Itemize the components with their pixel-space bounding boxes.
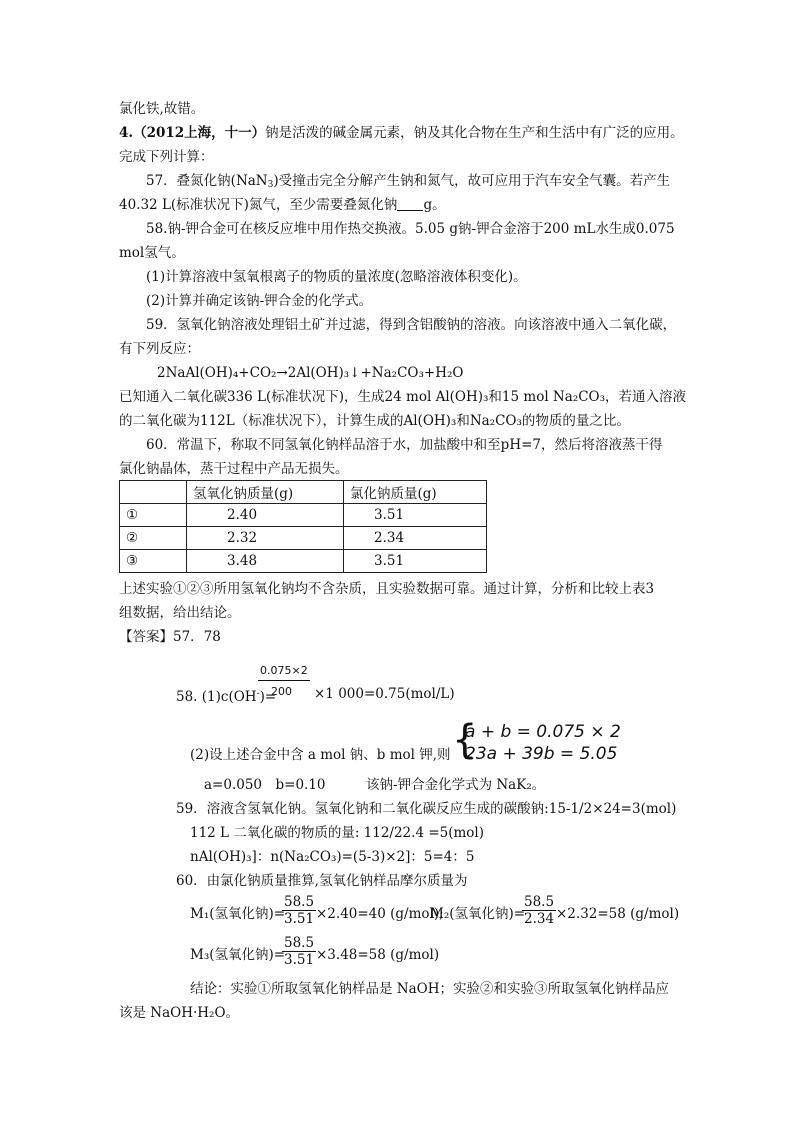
brace-icon: { — [452, 717, 478, 763]
a58-frac-den: 200 — [271, 685, 292, 698]
molar-mass-1-result: ×2.40=40 (g/mol); — [316, 906, 444, 922]
equation-2: 23a + 39b = 5.05 — [465, 744, 618, 764]
molar-mass-1: M₁(氢氧化钠)= — [190, 906, 286, 922]
question-59-cont: 有下列反应： — [119, 341, 200, 357]
answer-58-1-result: ×1 000=0.75(mol/L) — [314, 686, 455, 702]
fraction-1 — [282, 894, 316, 927]
table-row — [120, 504, 487, 527]
q57-text: 57．叠氮化钠(NaN — [146, 173, 268, 189]
problem-source: 4.（2012上海，十一） — [119, 125, 266, 141]
equation-1: a + b = 0.075 × 2 — [465, 722, 621, 742]
answer-header: 【答案】57．78 — [119, 629, 221, 645]
question-58-cont: mol氢气。 — [119, 245, 185, 261]
table-header — [120, 481, 187, 504]
table-cell: 3.51 — [344, 550, 487, 573]
fraction-bar — [258, 680, 310, 681]
table-cell: 2.40 — [187, 504, 344, 527]
q57-text: )受撞击完全分解产生钠和氮气，故可应用于汽车安全气囊。若产生 — [273, 173, 671, 189]
table-header-row — [120, 481, 487, 504]
a58-text: )= — [259, 689, 277, 705]
question-59-cont: 的二氧化碳为112L（标准状况下），计算生成的Al(OH)₃和Na₂CO₃的物质的量之比。 — [119, 413, 630, 429]
question-58-part2: (2)计算并确定该钠-钾合金的化学式。 — [146, 293, 373, 309]
fraction-2 — [522, 894, 556, 927]
table-header: 氢氧化钠质量(g) — [187, 481, 344, 504]
fraction-num: 58.5 — [284, 935, 315, 951]
question-59: 59．氢氧化钠溶液处理铝土矿并过滤，得到含铝酸钠的溶液。向该溶液中通入二氧化碳， — [146, 317, 677, 333]
fraction-den: 3.51 — [284, 952, 315, 968]
answer-59-3: nAl(OH)₃]：n(Na₂CO₃)=(5-3)×2]：5=4：5 — [190, 849, 475, 865]
data-table — [119, 480, 487, 573]
fraction-num: 58.5 — [284, 894, 315, 910]
problem-intro: 钠是活泼的碱金属元素，钠及其化合物在生产和生活中有广泛的应用。 — [265, 125, 684, 141]
question-57-cont — [119, 196, 446, 214]
fraction-den: 2.34 — [524, 911, 555, 927]
table-cell: ① — [120, 504, 187, 527]
q57-unit: g。 — [423, 197, 446, 213]
answer-58-3: a=0.050 b=0.10 该钠-钾合金化学式为 NaK₂。 — [204, 777, 546, 793]
text-line: 完成下列计算： — [119, 149, 214, 165]
answer-58-1 — [176, 685, 276, 706]
question-58-part1: (1)计算溶液中氢氧根离子的物质的量浓度(忽略溶液体积变化)。 — [146, 269, 527, 285]
equation-59: 2NaAl(OH)₄+CO₂→2Al(OH)₃↓+Na₂CO₃+H₂O — [157, 365, 464, 381]
molar-mass-3: M₃(氢氧化钠)= — [190, 947, 286, 963]
table-row — [120, 527, 487, 550]
answer-60-1: 60．由氯化钠质量推算,氢氧化钠样品摩尔质量为 — [176, 873, 468, 889]
answer-59-2: 112 L 二氧化碳的物质的量: 112/22.4 =5(mol) — [190, 825, 485, 841]
table-cell: ③ — [120, 550, 187, 573]
question-60: 60．常温下，称取不同氢氧化钠样品溶于水，加盐酸中和至pH=7，然后将溶液蒸干得 — [146, 437, 663, 453]
question-60-cont: 上述实验①②③所用氢氧化钠均不含杂质，且实验数据可靠。通过计算，分析和比较上表3 — [119, 581, 655, 597]
fraction-num: 58.5 — [524, 894, 555, 910]
answer-blank — [397, 198, 423, 211]
answer-59-1: 59．溶液含氢氧化钠。氢氧化钠和二氧化碳反应生成的碳酸钠:15-1/2×24=3(mol) — [176, 801, 677, 817]
molar-mass-2-result: ×2.32=58 (g/mol) — [556, 906, 680, 922]
fraction-den: 3.51 — [284, 911, 315, 927]
fraction-3 — [282, 935, 316, 968]
table-row — [120, 550, 487, 573]
answer-58-2: (2)设上述合金中含 a mol 钠、b mol 钾,则 — [190, 747, 451, 763]
table-cell: 2.32 — [187, 527, 344, 550]
table-cell: 3.48 — [187, 550, 344, 573]
question-60-cont: 组数据，给出结论。 — [119, 605, 241, 621]
conclusion-cont: 该是 NaOH·H₂O。 — [119, 1005, 240, 1021]
table-cell: 3.51 — [344, 504, 487, 527]
conclusion: 结论：实验①所取氢氧化钠样品是 NaOH；实验②和实验③所取氢氧化钠样品应 — [190, 981, 669, 997]
table-cell: 2.34 — [344, 527, 487, 550]
molar-mass-2: M₂(氢氧化钠)= — [430, 906, 526, 922]
question-60-cont: 氯化钠晶体，蒸干过程中产品无损失。 — [119, 461, 349, 477]
a58-frac-num: 0.075×2 — [260, 664, 308, 677]
problem-header — [119, 124, 684, 142]
molar-mass-3-result: ×3.48=58 (g/mol) — [316, 947, 440, 963]
q57-sub: 3 — [267, 180, 274, 190]
question-58: 58.钠-钾合金可在核反应堆中用作热交换液。5.05 g钠-钾合金溶于200 mL水生成0.075 — [146, 221, 675, 237]
table-cell: ② — [120, 527, 187, 550]
a58-text: 58. (1)c(OH — [176, 689, 257, 705]
text-line: 氯化铁,故错。 — [119, 101, 205, 117]
question-57 — [146, 172, 670, 194]
table-header: 氯化钠质量(g) — [344, 481, 487, 504]
a58-sup: - — [256, 689, 260, 699]
question-59-cont: 已知通入二氧化碳336 L(标准状况下)，生成24 mol Al(OH)₃和15 mol Na₂CO₃，若通入溶液 — [119, 389, 687, 405]
q57-text: 40.32 L(标准状况下)氮气，至少需要叠氮化钠 — [119, 197, 398, 213]
